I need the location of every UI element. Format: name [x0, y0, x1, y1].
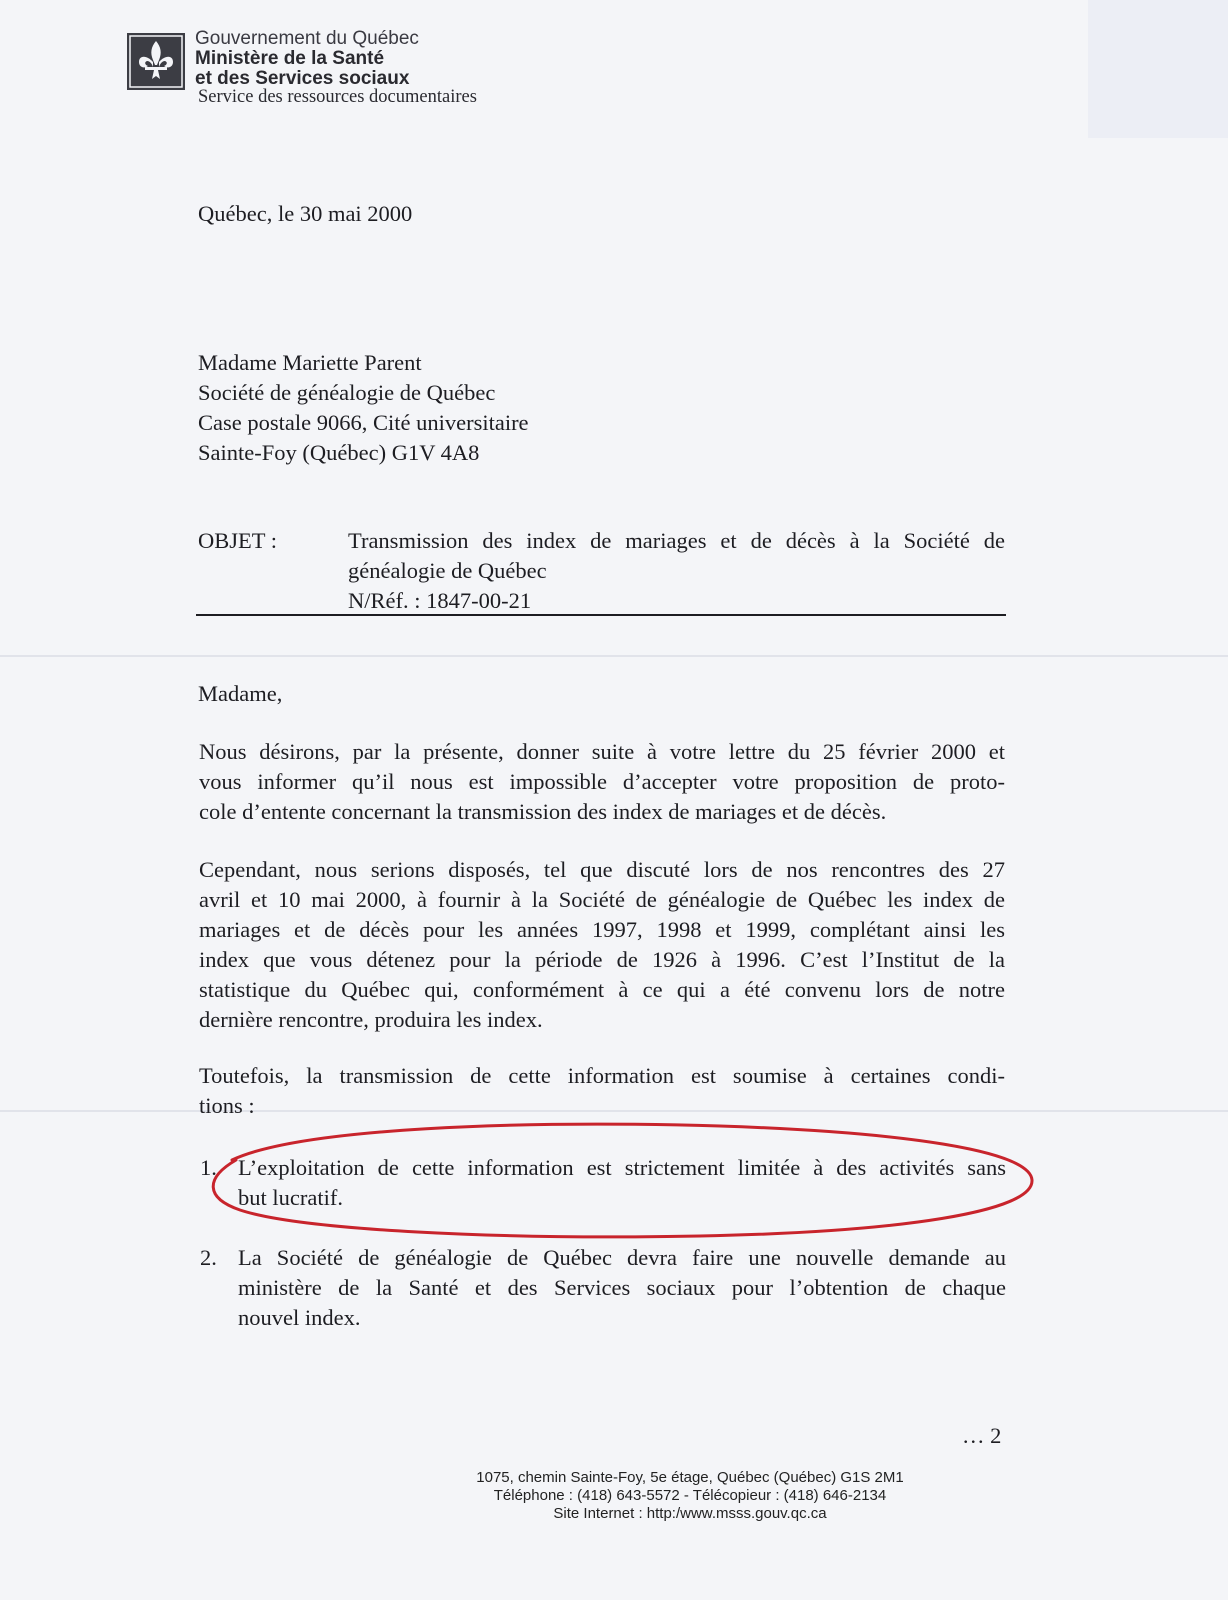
paragraph: [199, 855, 1005, 1035]
letter-date: Québec, le 30 mai 2000: [198, 201, 413, 226]
paragraph-line: avril et 10 mai 2000, à fournir à la Société de généalogie de Québec les index de: [199, 887, 1005, 912]
paragraph-line: statistique du Québec qui, conformément à ce qui a été convenu lors de notre: [199, 977, 1005, 1002]
recipient-line: Madame Mariette Parent: [198, 350, 422, 375]
recipient-address: [198, 348, 529, 468]
salutation: Madame,: [198, 681, 283, 706]
footer-website: Site Internet : http:/www.msss.gouv.qc.ca: [553, 1505, 827, 1522]
paragraph-line: dernière rencontre, produira les index.: [199, 1007, 543, 1032]
quebec-fleur-de-lis-logo: [127, 33, 185, 90]
letterhead: [195, 29, 419, 89]
condition-item: [238, 1153, 1006, 1213]
paragraph-line: Toutefois, la transmission de cette information est soumise à certaines condi-: [199, 1063, 1005, 1088]
paragraph-line: vous informer qu’il nous est impossible d’accepter votre proposition de proto-: [199, 769, 1005, 794]
condition-item: [238, 1243, 1006, 1333]
ministry-name-continued: et des Services sociaux: [195, 68, 410, 89]
footer: [300, 1469, 1080, 1523]
recipient-line: Société de généalogie de Québec: [198, 380, 496, 405]
paragraph-line: tions :: [199, 1093, 255, 1118]
subject-label: OBJET :: [198, 528, 277, 553]
ministry-name: Ministère de la Santé: [195, 48, 385, 69]
condition-line: La Société de généalogie de Québec devra faire une nouvelle demande au: [238, 1245, 1006, 1270]
footer-address: 1075, chemin Sainte-Foy, 5e étage, Québec (Québec) G1S 2M1: [476, 1469, 904, 1486]
paragraph-line: cole d’entente concernant la transmission des index de mariages et de décès.: [199, 799, 887, 824]
footer-phone: Téléphone : (418) 643-5572 - Télécopieur : (418) 646-2134: [493, 1487, 887, 1504]
recipient-line: Sainte-Foy (Québec) G1V 4A8: [198, 440, 480, 465]
condition-line: nouvel index.: [238, 1305, 361, 1330]
government-name: Gouvernement du Québec: [195, 28, 419, 49]
paragraph-line: Cependant, nous serions disposés, tel que discuté lors de nos rencontres des 27: [199, 857, 1005, 882]
paragraph: [199, 1061, 1005, 1121]
condition-line: but lucratif.: [238, 1185, 343, 1210]
scan-corner-patch: [1088, 0, 1228, 138]
reference-number: N/Réf. : 1847-00-21: [348, 588, 532, 613]
condition-number: 2.: [200, 1245, 217, 1270]
condition-number: 1.: [200, 1155, 217, 1180]
paragraph-line: mariages et de décès pour les années 1997, 1998 et 1999, complétant ainsi les: [199, 917, 1005, 942]
subject-line: Transmission des index de mariages et de décès à la Société de: [348, 528, 1005, 553]
paragraph: [199, 737, 1005, 827]
service-name: Service des ressources documentaires: [198, 87, 477, 107]
subject-line: généalogie de Québec: [348, 558, 547, 583]
page-continuation: … 2: [962, 1423, 1002, 1448]
condition-line: ministère de la Santé et des Services sociaux pour l’obtention de chaque: [238, 1275, 1006, 1300]
paragraph-line: Nous désirons, par la présente, donner suite à votre lettre du 25 février 2000 et: [199, 739, 1005, 764]
fold-line: [0, 655, 1228, 657]
recipient-line: Case postale 9066, Cité universitaire: [198, 410, 529, 435]
condition-line: L’exploitation de cette information est strictement limitée à des activités sans: [238, 1155, 1006, 1180]
subject-divider: [196, 614, 1006, 616]
subject-block: [348, 526, 1005, 616]
paragraph-line: index que vous détenez pour la période de 1926 à 1996. C’est l’Institut de la: [199, 947, 1005, 972]
